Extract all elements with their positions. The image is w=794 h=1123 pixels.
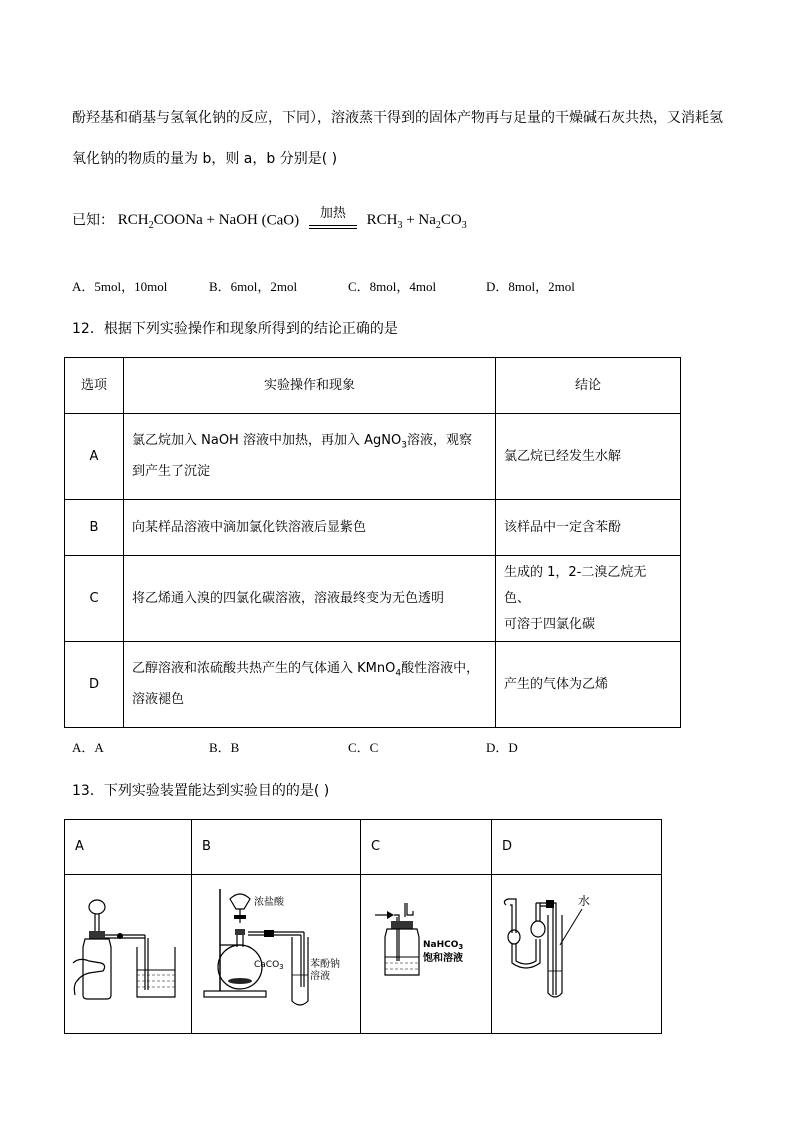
label-caco3: CaCO$_3$ [254, 960, 284, 971]
q13-stem: 13．下列实验装置能达到实验目的的是( ) [72, 783, 330, 799]
known-reaction [72, 206, 467, 236]
apparatus-header-d: D [492, 820, 662, 875]
header-conclusion: 结论 [496, 358, 681, 414]
row-conclusion: 生成的 1，2-二溴乙烷无色、 可溶于四氯化碳 [496, 556, 681, 642]
intro-line-2: 氧化钠的物质的量为 b，则 a，b 分别是( ) [72, 151, 338, 167]
q13-table [64, 819, 662, 1034]
q12-option-b: B．B [209, 740, 240, 755]
q11-option-b: B．6mol，2mol [209, 279, 298, 294]
table-header-row [65, 358, 681, 414]
reactant-1: $RCH_2COONa$ + NaOH [117, 212, 258, 232]
q12-stem: 12．根据下列实验操作和现象所得到的结论正确的是 [72, 321, 398, 337]
table-row [65, 556, 681, 642]
row-conclusion: 产生的气体为乙烯 [496, 642, 681, 728]
known-prefix: 已知： [72, 212, 114, 229]
apparatus-a [65, 875, 192, 1034]
label-phenolate-1: 苯酚钠 [310, 959, 340, 970]
apparatus-b [192, 875, 361, 1034]
apparatus-b-drawing [192, 875, 360, 1023]
intro-line-1: 酚羟基和硝基与氢氧化钠的反应，下同），溶液蒸干得到的固体产物再与足量的干燥碱石灰共热，又消耗氢 [72, 110, 723, 126]
apparatus-a-drawing [65, 875, 191, 1023]
label-nahco3: NaHCO$_3$ [423, 940, 464, 951]
header-operation: 实验操作和现象 [124, 358, 496, 414]
table-row [65, 875, 662, 1034]
apparatus-header-a: A [65, 820, 192, 875]
apparatus-c [361, 875, 492, 1034]
table-row [65, 642, 681, 728]
row-option: D [65, 642, 124, 728]
label-saturated-solution: 饱和溶液 [423, 953, 463, 964]
apparatus-header-c: C [361, 820, 492, 875]
reaction-condition: 加热 [319, 206, 346, 221]
header-option: 选项 [65, 358, 124, 414]
q11-option-d: D．8mol，2mol [486, 279, 575, 294]
label-conc-hcl: 浓盐酸 [254, 897, 284, 908]
label-phenolate-2: 溶液 [310, 971, 330, 982]
product-2: + $Na_2CO_3$ [406, 212, 467, 232]
apparatus-d [492, 875, 662, 1034]
reaction-arrow [307, 206, 359, 236]
row-option: C [65, 556, 124, 642]
q11-option-a: A．5mol，10mol [72, 279, 168, 294]
apparatus-header-b: B [192, 820, 361, 875]
table-header-row [65, 820, 662, 875]
row-option: B [65, 500, 124, 556]
row-operation: 向某样品溶液中滴加氯化铁溶液后显紫色 [124, 500, 496, 556]
table-row [65, 500, 681, 556]
row-operation: 乙醇溶液和浓硫酸共热产生的气体通入 KMnO$_4$酸性溶液中， 溶液褪色 [124, 642, 496, 728]
q12-table [64, 357, 681, 728]
q12-option-a: A．A [72, 740, 104, 755]
row-operation: 氯乙烷加入 NaOH 溶液中加热，再加入 AgNO$_3$溶液，观察 到产生了沉淀 [124, 414, 496, 500]
apparatus-d-drawing [492, 875, 660, 1023]
row-conclusion: 该样品中一定含苯酚 [496, 500, 681, 556]
q12-option-c: C．C [348, 740, 379, 755]
apparatus-c-drawing [361, 875, 491, 1023]
table-row [65, 414, 681, 500]
catalyst: (CaO) [261, 212, 300, 229]
row-conclusion: 氯乙烷已经发生水解 [496, 414, 681, 500]
row-option: A [65, 414, 124, 500]
product-1: $RCH_3$ [366, 212, 403, 232]
q12-option-d: D．D [486, 740, 518, 755]
row-operation: 将乙烯通入溴的四氯化碳溶液，溶液最终变为无色透明 [124, 556, 496, 642]
label-water: 水 [578, 894, 591, 908]
q11-option-c: C．8mol，4mol [348, 279, 437, 294]
